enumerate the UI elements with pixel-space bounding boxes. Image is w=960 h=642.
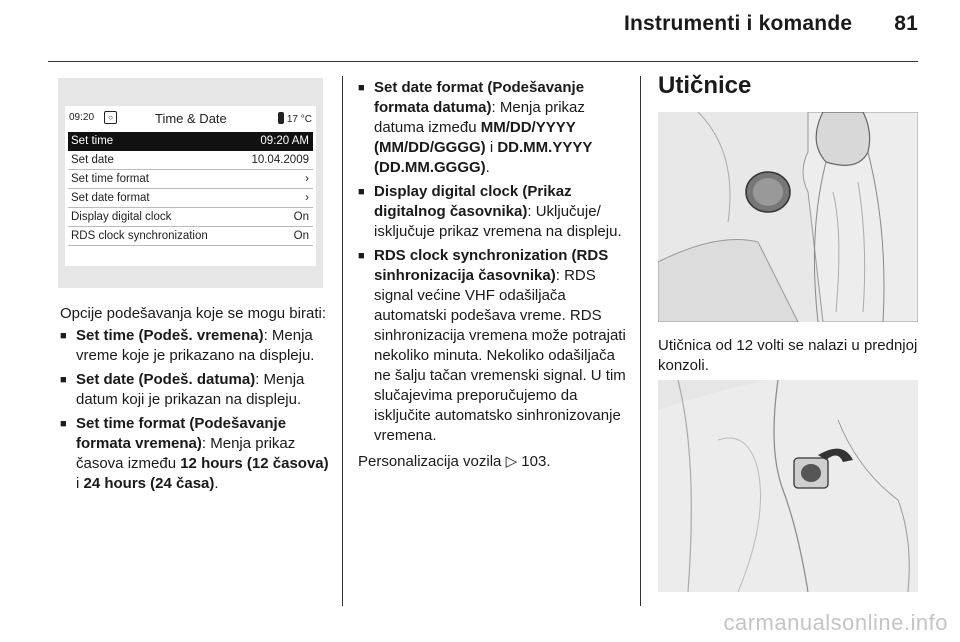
bullet-text: : Menja prikaz datuma između [374, 99, 585, 136]
bullet-text: . [214, 475, 219, 492]
header-rule [48, 61, 918, 62]
display-screen [65, 106, 316, 266]
intro-text: Opcije podešavanja koje se mogu birati: [60, 305, 326, 322]
header-title: Instrumenti i komande [623, 12, 853, 35]
menu-row-set-time-format[interactable] [68, 170, 313, 189]
screen-temperature [278, 112, 312, 125]
option-mmdd: MM/DD/YYYY (MM/DD/GGGG) [374, 119, 576, 156]
menu-row-label: Set date [71, 154, 114, 166]
screen-title: Time & Date [155, 111, 227, 126]
bullet-display-clock [358, 182, 630, 242]
menu-row-label: Set time [71, 135, 114, 147]
menu-row-label: Display digital clock [71, 211, 172, 223]
gearshift-illustration [658, 112, 918, 322]
ref-text: Personalizacija vozila [358, 453, 502, 470]
bullet-term: RDS clock synchronization (RDS sinhronizacija časovnika) [374, 247, 609, 284]
bullet-set-time-format [60, 414, 330, 494]
menu-row-set-time[interactable] [68, 132, 313, 151]
option-12h: 12 hours (12 časova) [180, 455, 329, 472]
console-illustration [658, 380, 918, 592]
bullet-text: : RDS signal većine VHF odašiljača automatski podešava vreme. RDS sinhronizacija vremena može potrajati nekoliko minuta. Nekoliko odašiljača ne šalju tačan vremenski signal. U tim slučajevima preporučujemo da isključite automatsko sinhronizovanje vremena. [374, 267, 626, 444]
display-illustration [58, 78, 323, 288]
bullet-text: i [76, 475, 84, 492]
chevron-right-icon: › [305, 192, 309, 204]
menu-row-value: 10.04.2009 [251, 154, 309, 166]
bullet-rds-sync [358, 246, 630, 446]
menu-row-value: On [293, 230, 309, 242]
caption-block [658, 336, 920, 378]
menu-row-label: Set date format [71, 192, 150, 204]
console-photo [658, 380, 918, 592]
page-ref-arrow-icon: ▷ [505, 453, 518, 470]
bullet-text: : Menja prikaz časova između [76, 435, 296, 472]
menu-row-rds-clock-sync[interactable] [68, 227, 313, 246]
bullet-term: Display digital clock (Prikaz digitalnog časovnika) [374, 183, 572, 220]
bullet-text: : Menja datum koji je prikazan na displeju. [76, 371, 305, 408]
column-divider-2 [640, 76, 641, 606]
page-header [624, 12, 918, 36]
ref-page: 103. [521, 453, 551, 470]
personalization-ref[interactable] [358, 452, 630, 472]
bullet-text: . [485, 159, 490, 176]
thermometer-icon [278, 112, 284, 124]
bullet-text: i [485, 139, 498, 156]
page-number: 81 [894, 12, 918, 35]
option-24h: 24 hours (24 časa) [83, 475, 215, 492]
bullet-term: Set time (Podeš. vremena) [76, 327, 264, 344]
bullet-set-date [60, 370, 330, 410]
screen-status-bar [65, 106, 316, 130]
menu-row-label: Set time format [71, 173, 149, 185]
footer-watermark: carmanualsonline.info [723, 610, 948, 635]
bullet-term: Set time format (Podešavanje formata vremena) [76, 415, 287, 452]
menu-row-set-date[interactable] [68, 151, 313, 170]
menu-row-display-digital-clock[interactable] [68, 208, 313, 227]
section-title: Utičnice [658, 72, 752, 99]
bullet-term: Set date format (Podešavanje formata datuma) [374, 79, 585, 116]
clock-icon: ○ [104, 111, 117, 124]
menu-row-value: On [293, 211, 309, 223]
bullet-set-date-format [358, 78, 630, 178]
socket-caption: Utičnica od 12 volti se nalazi u prednjoj konzoli. [658, 337, 918, 374]
menu-row-label: RDS clock synchronization [71, 230, 208, 242]
screen-time: 09:20 [69, 112, 95, 123]
gearshift-photo [658, 112, 918, 322]
bullet-text: : Menja vreme koje je prikazano na displeju. [76, 327, 315, 364]
bullet-text: : Uključuje/ isključuje prikaz vremena na displeju. [374, 203, 622, 240]
middle-column [358, 78, 630, 474]
bullet-term: Set date (Podeš. datuma) [76, 371, 256, 388]
chevron-right-icon: › [305, 173, 309, 185]
menu-row-set-date-format[interactable] [68, 189, 313, 208]
column-divider-1 [342, 76, 343, 606]
temperature-value: 17 °C [286, 114, 312, 125]
right-column [658, 72, 920, 99]
left-column [60, 304, 330, 498]
menu-row-value: 09:20 AM [260, 135, 309, 147]
option-ddmm: DD.MM.YYYY (DD.MM.GGGG) [374, 139, 593, 176]
bullet-set-time [60, 326, 330, 366]
